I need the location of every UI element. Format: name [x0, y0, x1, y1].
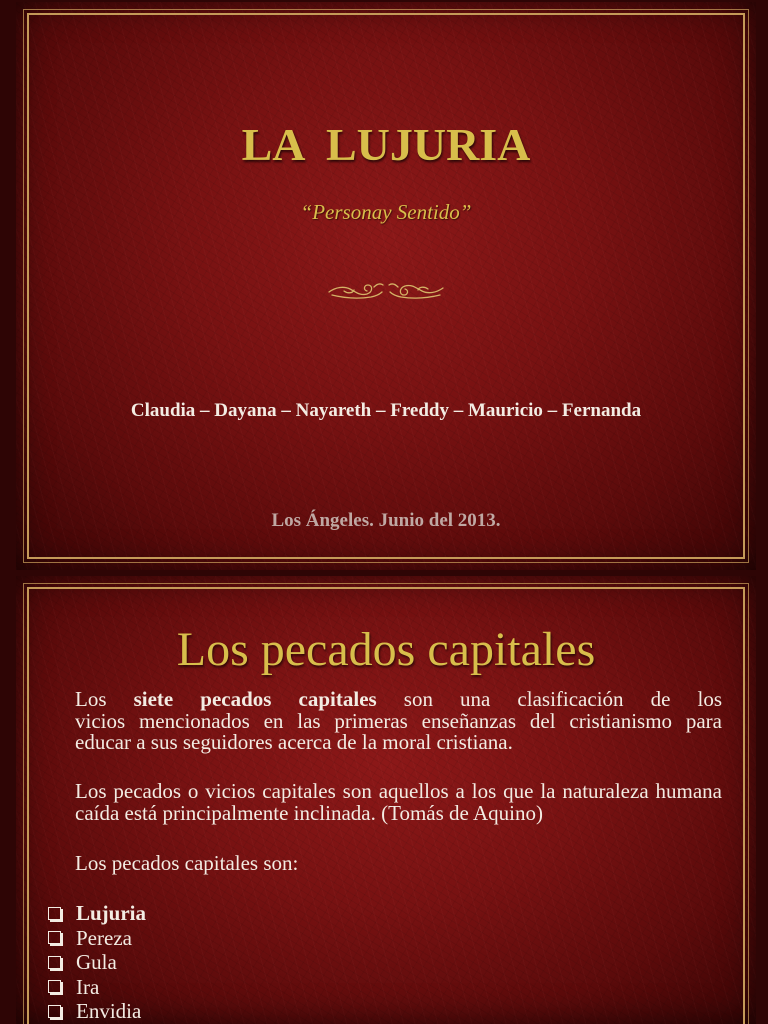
- bold-text-run: siete pecados capitales: [133, 687, 377, 711]
- sins-list: [48, 901, 146, 1024]
- paragraph-1-line-2: vicios mencionados en las primeras enseñanzas del cristianismo para: [75, 708, 722, 733]
- checkbox-bullet-icon: [48, 931, 61, 944]
- paragraph-2-line-1: Los pecados o vicios capitales son aquellos a los que la naturaleza humana: [75, 779, 722, 803]
- list-item-label: Lujuria: [76, 901, 147, 925]
- list-item-label: Envidia: [76, 999, 142, 1023]
- presentation-title: LA LUJURIA: [241, 119, 531, 170]
- paragraph-1-line-3: educar a sus seguidores acerca de la moral cristiana.: [75, 730, 513, 754]
- slide-title: Los pecados capitales: [176, 623, 596, 676]
- list-item: [48, 901, 146, 926]
- list-intro: Los pecados capitales son:: [75, 851, 299, 875]
- authors-line: Claudia – Dayana – Nayareth – Freddy – Mauricio – Fernanda: [130, 400, 642, 421]
- presentation-subtitle: “Personay Sentido”: [300, 200, 472, 224]
- paragraph-1: [75, 689, 722, 754]
- text-run: Los: [75, 687, 107, 711]
- checkbox-bullet-icon: [48, 1005, 61, 1018]
- flourish-ornament-icon: [326, 278, 446, 302]
- slide-1-title: [16, 2, 756, 570]
- paragraph-1-line-1: [75, 689, 722, 711]
- list-item-label: Gula: [76, 950, 117, 974]
- place-date-line: Los Ángeles. Junio del 2013.: [271, 510, 501, 531]
- paragraph-2-line-2: caída está principalmente inclinada. (Tomás de Aquino): [75, 800, 543, 825]
- list-item-label: Pereza: [76, 925, 132, 950]
- checkbox-bullet-icon: [48, 980, 61, 993]
- list-item-label: Ira: [76, 974, 100, 999]
- slide-2-content: [16, 576, 756, 1024]
- paragraph-2: [75, 781, 722, 824]
- list-item: [48, 950, 146, 975]
- list-item: [48, 926, 146, 951]
- text-run: son una clasificación de los: [403, 687, 722, 711]
- paragraph-3: [75, 853, 722, 875]
- checkbox-bullet-icon: [48, 907, 61, 920]
- checkbox-bullet-icon: [48, 956, 61, 969]
- list-item: [48, 975, 146, 1000]
- list-item: [48, 999, 146, 1024]
